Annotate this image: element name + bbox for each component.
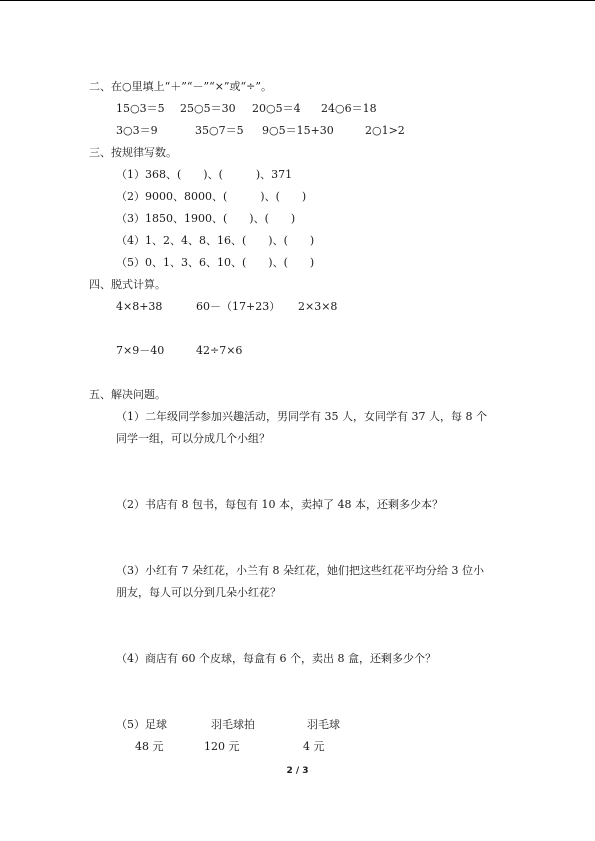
section4-heading: 四、脱式计算。 — [89, 278, 166, 291]
problem-1-line1: （1）二年级同学参加兴趣活动，男同学有 35 人，女同学有 37 人，每 8 个 — [116, 410, 487, 423]
problem-5-price-shuttlecock: 4 元 — [303, 740, 325, 753]
problem-5-item-shuttlecock: 羽毛球 — [307, 718, 340, 731]
sequence-4: （4）1、2、4、8、16、( )、( ) — [116, 234, 315, 247]
equation-2-1: 15○3＝5 — [116, 102, 165, 115]
page-top-border — [0, 0, 595, 1]
problem-2: （2）书店有 8 包书，每包有 10 本，卖掉了 48 本，还剩多少本？ — [116, 498, 443, 511]
problem-3-line1: （3）小红有 7 朵红花，小兰有 8 朵红花，她们把这些红花平均分给 3 位小 — [116, 564, 484, 577]
calc-3: 2×3×8 — [298, 300, 338, 313]
sequence-3: （3）1850、1900、( )、( ) — [116, 212, 296, 225]
equation-2-8: 2○1>2 — [365, 124, 405, 137]
problem-5-item-racket: 羽毛球拍 — [211, 718, 255, 731]
problem-3-line2: 朋友，每人可以分到几朵小红花？ — [116, 586, 281, 599]
sequence-2: （2）9000、8000、( )、( ) — [116, 190, 307, 203]
problem-5-price-racket: 120 元 — [204, 740, 240, 753]
problem-1-line2: 同学一组，可以分成几个小组？ — [116, 432, 270, 445]
problem-4: （4）商店有 60 个皮球，每盒有 6 个，卖出 8 盒，还剩多少个？ — [116, 652, 436, 665]
calc-1: 4×8+38 — [116, 300, 163, 313]
equation-2-2: 25○5＝30 — [180, 102, 236, 115]
equation-2-6: 35○7＝5 — [195, 124, 244, 137]
page-number: 2 / 3 — [286, 766, 309, 776]
calc-2: 60－（17+23） — [196, 300, 281, 313]
calc-5: 42÷7×6 — [196, 344, 243, 357]
calc-4: 7×9－40 — [116, 344, 165, 357]
equation-2-5: 3○3＝9 — [116, 124, 158, 137]
problem-5-price-football: 48 元 — [135, 740, 164, 753]
sequence-5: （5）0、1、3、6、10、( )、( ) — [116, 256, 315, 269]
section3-heading: 三、按规律写数。 — [89, 146, 177, 159]
equation-2-4: 24○6＝18 — [321, 102, 377, 115]
problem-5-item-football: （5）足球 — [116, 718, 167, 731]
equation-2-3: 20○5＝4 — [252, 102, 301, 115]
equation-2-7: 9○5＝15+30 — [262, 124, 334, 137]
section2-heading: 二、在○里填上“＋”“－”“×”或“÷”。 — [89, 80, 273, 93]
section5-heading: 五、解决问题。 — [89, 388, 166, 401]
sequence-1: （1）368、( )、( )、371 — [116, 168, 293, 181]
